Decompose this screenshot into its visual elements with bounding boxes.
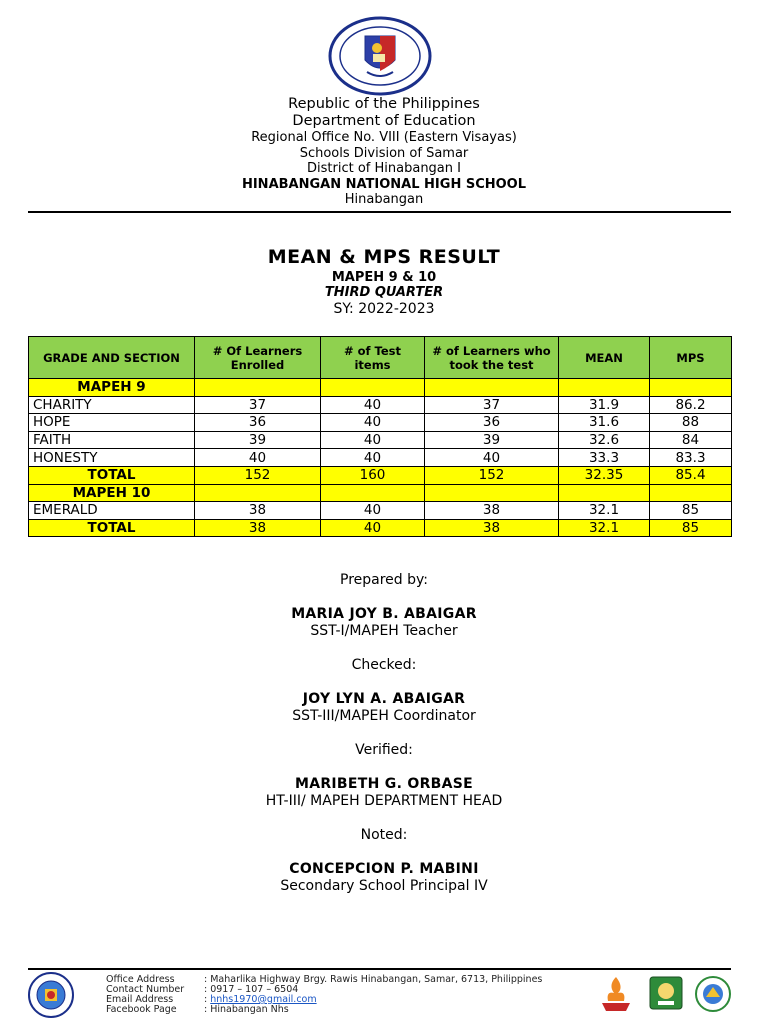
items-cell: 40 (321, 414, 425, 432)
results-table (28, 336, 732, 537)
mps-cell: 83.3 (650, 449, 732, 467)
total-label: TOTAL (29, 519, 195, 537)
enrolled-cell: 39 (195, 431, 321, 449)
total-took: 38 (425, 519, 559, 537)
header-town: Hinabangan (344, 192, 424, 207)
noted-name: CONCEPCION P. MABINI (289, 861, 479, 877)
email-link[interactable]: hnhs1970@gmail.com (210, 994, 317, 1005)
took-cell: 40 (425, 449, 559, 467)
total-row-mapeh10 (29, 519, 732, 537)
section-name: HONESTY (29, 449, 195, 467)
verified-label: Verified: (355, 742, 413, 758)
section-name: FAITH (29, 431, 195, 449)
total-items: 40 (321, 519, 425, 537)
header-district: District of Hinabangan I (307, 161, 461, 176)
contact-number-label: Contact Number (106, 984, 185, 995)
total-mean: 32.1 (559, 519, 650, 537)
checked-label: Checked: (351, 657, 417, 673)
flame-logo-icon (598, 975, 634, 1013)
verified-name: MARIBETH G. ORBASE (294, 776, 474, 792)
quarter-title: THIRD QUARTER (324, 285, 444, 300)
group-label: MAPEH 10 (29, 484, 195, 502)
items-cell: 40 (321, 431, 425, 449)
total-enrolled: 38 (195, 519, 321, 537)
table-header-row (29, 337, 732, 379)
total-mean: 32.35 (559, 466, 650, 484)
took-cell: 36 (425, 414, 559, 432)
round-seal-icon (694, 975, 732, 1013)
deped-seal-logo (327, 16, 433, 96)
enrolled-cell: 40 (195, 449, 321, 467)
col-header-test-items: # of Test items (321, 337, 425, 379)
facebook-label: Facebook Page (106, 1004, 177, 1015)
prepared-name: MARIA JOY B. ABAIGAR (291, 606, 477, 622)
noted-title: Secondary School Principal IV (280, 878, 488, 894)
col-header-mean: MEAN (559, 337, 650, 379)
school-logo-icon (28, 972, 74, 1018)
green-emblem-icon (648, 975, 684, 1011)
mean-cell: 31.9 (559, 396, 650, 414)
col-header-enrolled: # Of Learners Enrolled (195, 337, 321, 379)
group-row-mapeh9 (29, 379, 732, 397)
col-header-took-test: # of Learners who took the test (425, 337, 559, 379)
contact-number-value: : 0917 – 107 – 6504 (204, 984, 299, 995)
header-school-name: HINABANGAN NATIONAL HIGH SCHOOL (241, 177, 527, 192)
table-row (29, 449, 732, 467)
school-year: SY: 2022-2023 (333, 301, 435, 317)
took-cell: 39 (425, 431, 559, 449)
checked-title: SST-III/MAPEH Coordinator (292, 708, 476, 724)
enrolled-cell: 36 (195, 414, 321, 432)
col-header-grade-section: GRADE AND SECTION (29, 337, 195, 379)
took-cell: 37 (425, 396, 559, 414)
prepared-label: Prepared by: (340, 572, 428, 588)
checked-name: JOY LYN A. ABAIGAR (302, 691, 466, 707)
table-row (29, 414, 732, 432)
total-mps: 85.4 (650, 466, 732, 484)
facebook-value: : Hinabangan Nhs (204, 1004, 289, 1015)
mean-cell: 31.6 (559, 414, 650, 432)
header-division: Schools Division of Samar (299, 146, 469, 161)
document-title: MEAN & MPS RESULT (267, 246, 501, 268)
verified-title: HT-III/ MAPEH DEPARTMENT HEAD (265, 793, 503, 809)
group-label: MAPEH 9 (29, 379, 195, 397)
header-republic: Republic of the Philippines (288, 96, 480, 112)
total-label: TOTAL (29, 466, 195, 484)
group-row-mapeh10 (29, 484, 732, 502)
table-row (29, 431, 732, 449)
items-cell: 40 (321, 502, 425, 520)
section-name: HOPE (29, 414, 195, 432)
header-department: Department of Education (292, 113, 476, 129)
total-items: 160 (321, 466, 425, 484)
enrolled-cell: 37 (195, 396, 321, 414)
section-name: CHARITY (29, 396, 195, 414)
mps-cell: 85 (650, 502, 732, 520)
total-mps: 85 (650, 519, 732, 537)
col-header-mps: MPS (650, 337, 732, 379)
noted-label: Noted: (360, 827, 408, 843)
section-name: EMERALD (29, 502, 195, 520)
table-row (29, 396, 732, 414)
mean-cell: 32.6 (559, 431, 650, 449)
email-label: Email Address (106, 994, 174, 1005)
took-cell: 38 (425, 502, 559, 520)
subject-title: MAPEH 9 & 10 (331, 270, 437, 285)
footer-contact-info: Office Address : Maharlika Highway Brgy. Rawis Hinabangan, Samar, 6713, Philippines Contact Number : 0917 – 107 – 6504 Email Address : hnhs1970@gmail.com Facebook Page : Hinabangan Nhs (106, 974, 543, 1015)
office-address-value: : Maharlika Highway Brgy. Rawis Hinabangan, Samar, 6713, Philippines (204, 974, 543, 985)
office-address-label: Office Address (106, 974, 175, 985)
mps-cell: 86.2 (650, 396, 732, 414)
total-took: 152 (425, 466, 559, 484)
header-regional-office: Regional Office No. VIII (Eastern Visayas) (251, 130, 517, 145)
mean-cell: 33.3 (559, 449, 650, 467)
enrolled-cell: 38 (195, 502, 321, 520)
mean-cell: 32.1 (559, 502, 650, 520)
total-enrolled: 152 (195, 466, 321, 484)
items-cell: 40 (321, 396, 425, 414)
table-row (29, 502, 732, 520)
mps-cell: 88 (650, 414, 732, 432)
prepared-title: SST-I/MAPEH Teacher (310, 623, 458, 639)
mps-cell: 84 (650, 431, 732, 449)
total-row-mapeh9 (29, 466, 732, 484)
items-cell: 40 (321, 449, 425, 467)
header-divider (28, 211, 731, 213)
